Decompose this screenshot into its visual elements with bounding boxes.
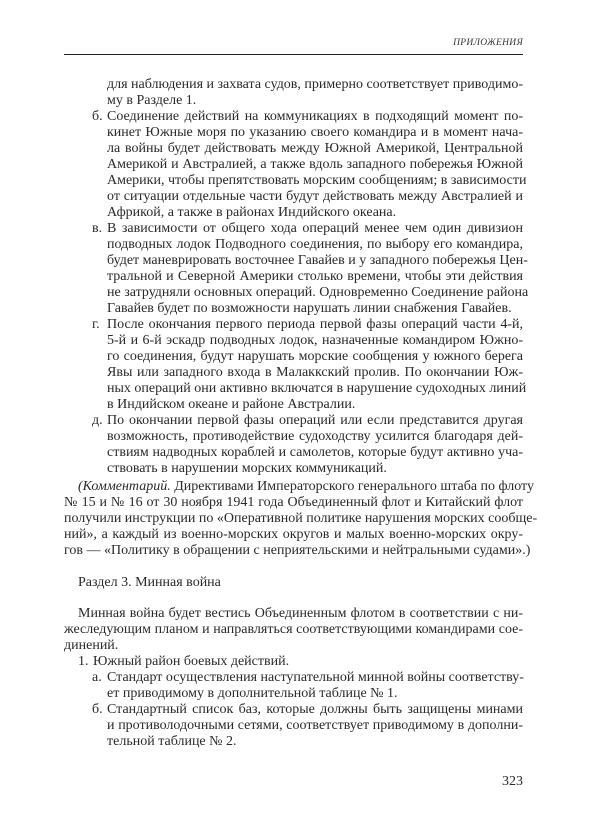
text-line: После окончания первого периода первой фазы операций части 4-й, bbox=[107, 317, 523, 332]
text-line: тральной и Северной Америки столько времени, чтобы эти действия bbox=[107, 269, 523, 284]
text-line: Явы или западного входа в Малаккский пролив. По окончании Юж- bbox=[107, 365, 523, 380]
text-line: ет приводимому в дополнительной таблице № 1. bbox=[107, 686, 398, 701]
text-line: Гавайев будет по возможности нарушать линии снабжения Гавайев. bbox=[107, 301, 512, 316]
text-line: гов — «Политику в обращении с неприятельскими и нейтральными судами».) bbox=[64, 543, 531, 558]
list-item bbox=[64, 413, 523, 477]
text-line: получили инструкции по «Оперативной политике нарушения морских сообще- bbox=[64, 511, 538, 526]
text-line: ла войны будет действовать между Южной Америкой, Центральной bbox=[107, 141, 523, 156]
text-line: Южный район боевых действий. bbox=[93, 654, 290, 669]
text-line: и противолодочными сетями, соответствует приводимому в дополни- bbox=[107, 718, 523, 733]
text-line: от ситуации отдельные части будут действовать между Австралией и bbox=[107, 189, 523, 204]
text-line: го соединения, будут нарушать морские сообщения у южного берега bbox=[107, 349, 523, 364]
text-line: для наблюдения и захвата судов, примерно соответствует приводимо- bbox=[107, 77, 523, 92]
text-line: № 15 и № 16 от 30 ноября 1941 года Объединенный флот и Китайский флот bbox=[64, 495, 523, 510]
list-item bbox=[64, 654, 523, 670]
list-item-marker: в. bbox=[92, 221, 103, 236]
list-item-marker: д. bbox=[92, 413, 103, 428]
commentary-label: (Комментарий. bbox=[78, 479, 171, 494]
page-number: 323 bbox=[502, 774, 523, 789]
list-item bbox=[64, 702, 523, 750]
text-line: возможность, противодействие судоходству усилится благодаря дей- bbox=[107, 429, 523, 444]
text-line: в Индийском океане и районе Австралии. bbox=[107, 397, 356, 412]
section-heading bbox=[64, 575, 523, 591]
list-item bbox=[64, 317, 527, 413]
text-line bbox=[64, 479, 534, 495]
list-item-marker: б. bbox=[92, 109, 103, 124]
text-line: В зависимости от общего хода операций менее чем один дивизион bbox=[107, 221, 523, 236]
list-item-marker: г. bbox=[92, 317, 100, 332]
text-line: Стандарт осуществления наступательной минной войны соответству- bbox=[107, 670, 524, 685]
text-line: будет маневрировать восточнее Гавайев и у западного побережья Цен- bbox=[107, 253, 528, 268]
list-item-marker: 1. bbox=[78, 654, 89, 669]
text-line: Америки, чтобы препятствовать морским сообщениям; в зависимости bbox=[107, 173, 527, 188]
list-item bbox=[64, 670, 523, 702]
running-header bbox=[64, 36, 523, 55]
paragraph bbox=[64, 606, 523, 654]
text-line: ных операций они активно включатся в нарушение судоходных линий bbox=[107, 381, 527, 396]
text-line-content: Директивами Императорского генерального штаба по флоту bbox=[174, 479, 534, 494]
text-line: Африкой, а также в районах Индийского океана. bbox=[107, 205, 397, 220]
text-line: му в Разделе 1. bbox=[107, 93, 197, 108]
text-line: ствиям надводных кораблей и самолетов, которые будут активно уча- bbox=[107, 445, 523, 460]
list-item-marker: б. bbox=[92, 702, 103, 717]
text-line: Америкой и Австралией, а также вдоль западного побережья Южной bbox=[107, 157, 523, 172]
paragraph bbox=[64, 77, 523, 109]
text-line: 5-й и 6-й эскадр подводных лодок, назначенные командиром Южно- bbox=[107, 333, 523, 348]
text-line: не затрудняли основных операций. Одновременно Соединение района bbox=[107, 285, 529, 300]
text-line: По окончании первой фазы операций или если представится другая bbox=[107, 413, 523, 428]
running-header-title: ПРИЛОЖЕНИЯ bbox=[453, 38, 523, 48]
text-line: динений. bbox=[64, 638, 119, 653]
list-item bbox=[64, 221, 529, 317]
page-body bbox=[64, 77, 538, 750]
text-line: ний», а каждый из военно-морских округов и малых военно-морских окру- bbox=[64, 527, 523, 542]
text-line: тельной таблице № 2. bbox=[107, 734, 237, 749]
text-line: подводных лодок Подводного соединения, по выбору его командира, bbox=[107, 237, 523, 252]
text-line: ствовать в нарушении морских коммуникаций. bbox=[107, 461, 387, 476]
commentary-paragraph bbox=[64, 479, 538, 559]
text-line: Минная война будет вестись Объединенным флотом в соответствии с ни- bbox=[78, 606, 523, 621]
list-item bbox=[64, 109, 527, 221]
text-line: Раздел 3. Минная война bbox=[78, 575, 221, 590]
text-line: жеследующим планом и направляться соответствующими командирами сое- bbox=[64, 622, 523, 637]
text-line: Соединение действий на коммуникациях в подходящий момент по- bbox=[107, 109, 523, 124]
text-line: кинет Южные моря по указанию своего командира и в момент нача- bbox=[107, 125, 523, 140]
list-item-marker: а. bbox=[92, 670, 102, 685]
text-line: Стандартный список баз, которые должны быть защищены минами bbox=[107, 702, 523, 717]
